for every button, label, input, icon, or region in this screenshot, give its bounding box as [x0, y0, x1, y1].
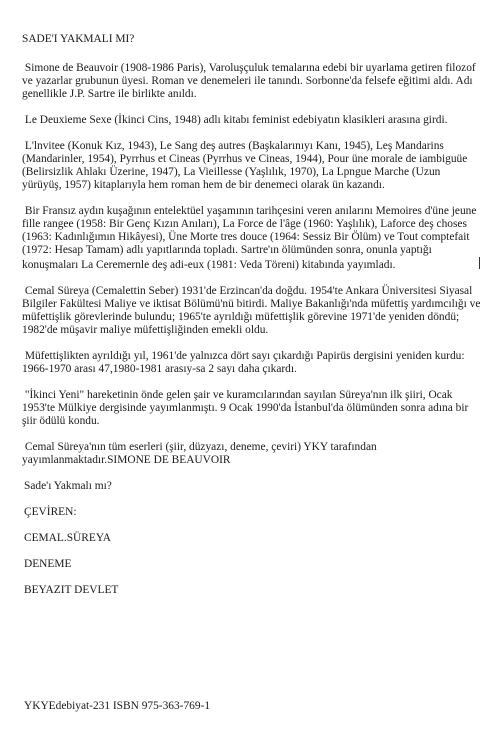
paragraph-yky-works: Cemal Süreya'nın tüm eserleri (şiir, düzyazı, deneme, çeviri) YKY tarafından yayımlanmaktadır.SIMONE DE BEAUVOIR: [22, 441, 377, 466]
text-cursor: [479, 257, 480, 269]
document-title: SADE'I YAKMALI MI?: [22, 33, 135, 45]
paragraph-papirus: Müfettişlikten ayrıldığı yıl, 1961'de yalnızca dört sayı çıkardığı Papirüs dergisini yeniden kurdu: 1966-1970 arası 47,1980-1981 arasıy-sa 2 sayı daha çıkardı.: [22, 350, 465, 375]
meta-library: BEYAZIT DEVLET: [24, 584, 119, 596]
meta-translator-name: CEMAL.SÜREYA: [24, 532, 112, 544]
document-page: [22, 33, 482, 610]
paragraph-memoirs: Bir Fransız aydın kuşağının entelektüel yaşamının tarihçesini veren anılarını Memoires d'üne jeune fille rangee (1958: Bir Genç Kızın Anıları), La Force de l'âge (1960: Yaşlılık), Laforce deş choses (1963: Kadınlığımın Hikâyesi), Üne Morte tres douce (1964: Sessiz Bir Ölüm) ve Tout comptefait (1972: Hesap Tamam) adlı yapıtlarında topladı. Sartre'ın ölümünden sonra, onunla yaptığı konuşmaları La Ceremernle deş adi-eux (1981: Veda Töreni) kitabında yayımladı.: [22, 205, 482, 272]
isbn-footer: YKYEdebiyat-231 ISBN 975-363-769-1: [24, 700, 211, 712]
paragraph-ikinci-yeni: "İkinci Yeni" hareketinin önde gelen şair ve kuramcılarından sayılan Süreya'nın ilk şiiri, Ocak 1953'te Mülkiye dergisinde yayımlanmıştı. 9 Ocak 1990'da İstanbul'da ölümünden sonra adına bir şiir ödülü kondu.: [22, 389, 469, 427]
paragraph-novels: L'lnvitee (Konuk Kız, 1943), Le Sang deş autres (Başkalarınıyı Kanı, 1945), Leş Mandarins (Mandarinler, 1954), Pyrrhus et Cineas (Pyrrhus ve Cineas, 1944), Pour üne morale de iambiguüe (Belirsizlik Ahlakı Üzerine, 1947), La Vieillesse (Yaşlılık, 1970), La Lpngue Marche (Uzun yürüyüş, 1957) kitaplarıyla hem roman hem de bir denemeci olarak ün kazandı.: [22, 140, 468, 191]
meta-book-title: Sade'ı Yakmalı mı?: [24, 480, 112, 492]
paragraph-cemal-sureya-bio: Cemal Süreya (Cemalettin Seber) 1931'de Erzincan'da doğdu. 1954'te Ankara Üniversitesi Siyasal Bilgiler Fakültesi Maliye ve iktisat Bölümü'nü bitirdi. Maliye Bakanlığı'nda müfettiş yardımcılığı ve müfettişlik görevlerinde bulundu; 1965'te ayrıldığı müfettişlik görevine 1971'de yeniden döndü; 1982'de müşavir maliye müfettişliğinden emekli oldu.: [22, 285, 481, 336]
meta-translator-label: ÇEVİREN:: [24, 506, 77, 518]
paragraph-beauvoir-bio: Simone de Beauvoir (1908-1986 Paris), Varoluşçuluk temalarına edebi bir uyarlama getiren filozof ve yazarlar grubunun üyesi. Roman ve denemeleri ile tanındı. Sorbonne'da felsefe eğitimi aldı. Adı genellikle J.P. Sartre ile birlikte anıldı.: [22, 62, 476, 100]
paragraph-deuxieme-sexe: Le Deuxieme Sexe (İkinci Cins, 1948) adlı kitabı feminist edebiyatın klasikleri arasına girdi.: [24, 114, 448, 126]
meta-genre: DENEME: [24, 558, 72, 570]
